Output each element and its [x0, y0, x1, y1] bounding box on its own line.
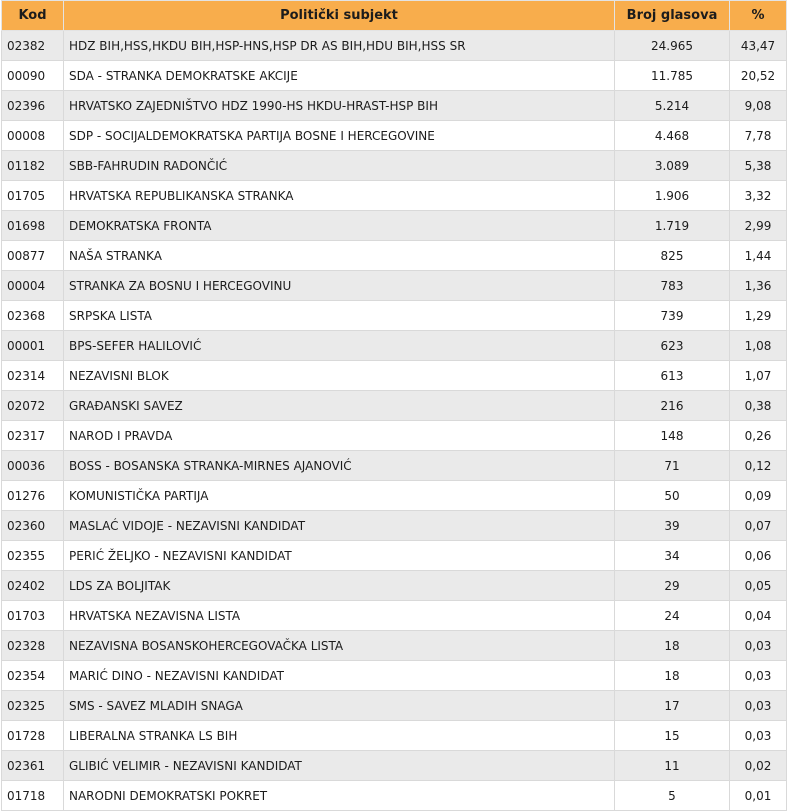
table-row: [2, 301, 787, 331]
cell-kod: 02402: [2, 571, 64, 601]
cell-kod: 01728: [2, 721, 64, 751]
cell-broj-glasova: 11.785: [615, 61, 730, 91]
table-row: [2, 391, 787, 421]
cell-politicki-subjekt: SDP - SOCIJALDEMOKRATSKA PARTIJA BOSNE I HERCEGOVINE: [64, 121, 615, 151]
cell-procenat: 0,03: [730, 631, 787, 661]
cell-procenat: 1,29: [730, 301, 787, 331]
cell-broj-glasova: 216: [615, 391, 730, 421]
table-row: [2, 31, 787, 61]
cell-broj-glasova: 1.719: [615, 211, 730, 241]
table-row: [2, 631, 787, 661]
cell-kod: 02368: [2, 301, 64, 331]
cell-politicki-subjekt: HRVATSKA REPUBLIKANSKA STRANKA: [64, 181, 615, 211]
table-row: [2, 781, 787, 811]
cell-procenat: 0,03: [730, 721, 787, 751]
cell-procenat: 1,08: [730, 331, 787, 361]
table-row: [2, 481, 787, 511]
cell-kod: 00004: [2, 271, 64, 301]
cell-kod: 01698: [2, 211, 64, 241]
cell-kod: 02325: [2, 691, 64, 721]
cell-broj-glasova: 18: [615, 661, 730, 691]
cell-procenat: 0,04: [730, 601, 787, 631]
cell-procenat: 43,47: [730, 31, 787, 61]
cell-kod: 00036: [2, 451, 64, 481]
cell-procenat: 0,09: [730, 481, 787, 511]
table-row: [2, 751, 787, 781]
table-row: [2, 91, 787, 121]
table-header-row: [2, 1, 787, 31]
table-row: [2, 211, 787, 241]
cell-kod: 02317: [2, 421, 64, 451]
cell-kod: 00090: [2, 61, 64, 91]
cell-procenat: 9,08: [730, 91, 787, 121]
cell-politicki-subjekt: BPS-SEFER HALILOVIĆ: [64, 331, 615, 361]
cell-politicki-subjekt: BOSS - BOSANSKA STRANKA-MIRNES AJANOVIĆ: [64, 451, 615, 481]
table-row: [2, 421, 787, 451]
cell-broj-glasova: 71: [615, 451, 730, 481]
cell-procenat: 0,05: [730, 571, 787, 601]
cell-broj-glasova: 825: [615, 241, 730, 271]
cell-procenat: 5,38: [730, 151, 787, 181]
table-row: [2, 241, 787, 271]
cell-broj-glasova: 623: [615, 331, 730, 361]
cell-kod: 02355: [2, 541, 64, 571]
cell-politicki-subjekt: SBB-FAHRUDIN RADONČIĆ: [64, 151, 615, 181]
cell-procenat: 0,06: [730, 541, 787, 571]
cell-politicki-subjekt: LIBERALNA STRANKA LS BIH: [64, 721, 615, 751]
table-row: [2, 151, 787, 181]
cell-procenat: 0,07: [730, 511, 787, 541]
table-row: [2, 361, 787, 391]
cell-kod: 02361: [2, 751, 64, 781]
cell-politicki-subjekt: LDS ZA BOLJITAK: [64, 571, 615, 601]
table-row: [2, 121, 787, 151]
cell-kod: 01705: [2, 181, 64, 211]
cell-procenat: 1,44: [730, 241, 787, 271]
cell-broj-glasova: 739: [615, 301, 730, 331]
cell-procenat: 0,03: [730, 661, 787, 691]
cell-broj-glasova: 15: [615, 721, 730, 751]
cell-politicki-subjekt: SDA - STRANKA DEMOKRATSKE AKCIJE: [64, 61, 615, 91]
cell-broj-glasova: 17: [615, 691, 730, 721]
cell-procenat: 20,52: [730, 61, 787, 91]
cell-kod: 02382: [2, 31, 64, 61]
cell-politicki-subjekt: NEZAVISNA BOSANSKOHERCEGOVAČKA LISTA: [64, 631, 615, 661]
cell-broj-glasova: 18: [615, 631, 730, 661]
table-row: [2, 61, 787, 91]
cell-broj-glasova: 1.906: [615, 181, 730, 211]
cell-kod: 02396: [2, 91, 64, 121]
cell-kod: 00877: [2, 241, 64, 271]
table-body: [2, 31, 787, 811]
header-broj-glasova: Broj glasova: [615, 1, 730, 31]
table-row: [2, 331, 787, 361]
cell-politicki-subjekt: PERIĆ ŽELJKO - NEZAVISNI KANDIDAT: [64, 541, 615, 571]
cell-procenat: 0,38: [730, 391, 787, 421]
cell-procenat: 1,36: [730, 271, 787, 301]
table-row: [2, 721, 787, 751]
cell-procenat: 0,03: [730, 691, 787, 721]
cell-kod: 00001: [2, 331, 64, 361]
cell-procenat: 3,32: [730, 181, 787, 211]
header-procenat: %: [730, 1, 787, 31]
cell-kod: 01276: [2, 481, 64, 511]
cell-procenat: 0,02: [730, 751, 787, 781]
cell-procenat: 2,99: [730, 211, 787, 241]
cell-broj-glasova: 3.089: [615, 151, 730, 181]
cell-broj-glasova: 4.468: [615, 121, 730, 151]
cell-broj-glasova: 29: [615, 571, 730, 601]
cell-politicki-subjekt: SMS - SAVEZ MLADIH SNAGA: [64, 691, 615, 721]
table-row: [2, 181, 787, 211]
results-table: [1, 0, 787, 811]
cell-procenat: 0,01: [730, 781, 787, 811]
cell-broj-glasova: 50: [615, 481, 730, 511]
cell-politicki-subjekt: STRANKA ZA BOSNU I HERCEGOVINU: [64, 271, 615, 301]
cell-kod: 02360: [2, 511, 64, 541]
cell-broj-glasova: 24: [615, 601, 730, 631]
cell-procenat: 0,12: [730, 451, 787, 481]
cell-kod: 01718: [2, 781, 64, 811]
cell-politicki-subjekt: HRVATSKA NEZAVISNA LISTA: [64, 601, 615, 631]
cell-broj-glasova: 783: [615, 271, 730, 301]
table-row: [2, 691, 787, 721]
table-row: [2, 661, 787, 691]
cell-politicki-subjekt: SRPSKA LISTA: [64, 301, 615, 331]
cell-politicki-subjekt: HDZ BIH,HSS,HKDU BIH,HSP-HNS,HSP DR AS BIH,HDU BIH,HSS SR: [64, 31, 615, 61]
cell-politicki-subjekt: NAŠA STRANKA: [64, 241, 615, 271]
table-row: [2, 511, 787, 541]
cell-broj-glasova: 148: [615, 421, 730, 451]
cell-politicki-subjekt: MARIĆ DINO - NEZAVISNI KANDIDAT: [64, 661, 615, 691]
cell-politicki-subjekt: DEMOKRATSKA FRONTA: [64, 211, 615, 241]
table-row: [2, 451, 787, 481]
cell-politicki-subjekt: KOMUNISTIČKA PARTIJA: [64, 481, 615, 511]
header-politicki-subjekt: Politički subjekt: [64, 1, 615, 31]
cell-broj-glasova: 34: [615, 541, 730, 571]
cell-broj-glasova: 5: [615, 781, 730, 811]
cell-procenat: 0,26: [730, 421, 787, 451]
cell-politicki-subjekt: GLIBIĆ VELIMIR - NEZAVISNI KANDIDAT: [64, 751, 615, 781]
table-row: [2, 271, 787, 301]
table-row: [2, 541, 787, 571]
cell-procenat: 7,78: [730, 121, 787, 151]
cell-broj-glasova: 24.965: [615, 31, 730, 61]
cell-politicki-subjekt: GRAĐANSKI SAVEZ: [64, 391, 615, 421]
cell-kod: 00008: [2, 121, 64, 151]
cell-procenat: 1,07: [730, 361, 787, 391]
cell-broj-glasova: 5.214: [615, 91, 730, 121]
header-kod: Kod: [2, 1, 64, 31]
table-row: [2, 601, 787, 631]
cell-kod: 01703: [2, 601, 64, 631]
cell-politicki-subjekt: HRVATSKO ZAJEDNIŠTVO HDZ 1990-HS HKDU-HRAST-HSP BIH: [64, 91, 615, 121]
cell-politicki-subjekt: MASLAĆ VIDOJE - NEZAVISNI KANDIDAT: [64, 511, 615, 541]
cell-kod: 02354: [2, 661, 64, 691]
table-row: [2, 571, 787, 601]
cell-politicki-subjekt: NARODNI DEMOKRATSKI POKRET: [64, 781, 615, 811]
cell-kod: 02072: [2, 391, 64, 421]
cell-broj-glasova: 613: [615, 361, 730, 391]
cell-kod: 02328: [2, 631, 64, 661]
cell-broj-glasova: 11: [615, 751, 730, 781]
cell-broj-glasova: 39: [615, 511, 730, 541]
cell-politicki-subjekt: NEZAVISNI BLOK: [64, 361, 615, 391]
cell-kod: 02314: [2, 361, 64, 391]
cell-kod: 01182: [2, 151, 64, 181]
cell-politicki-subjekt: NAROD I PRAVDA: [64, 421, 615, 451]
